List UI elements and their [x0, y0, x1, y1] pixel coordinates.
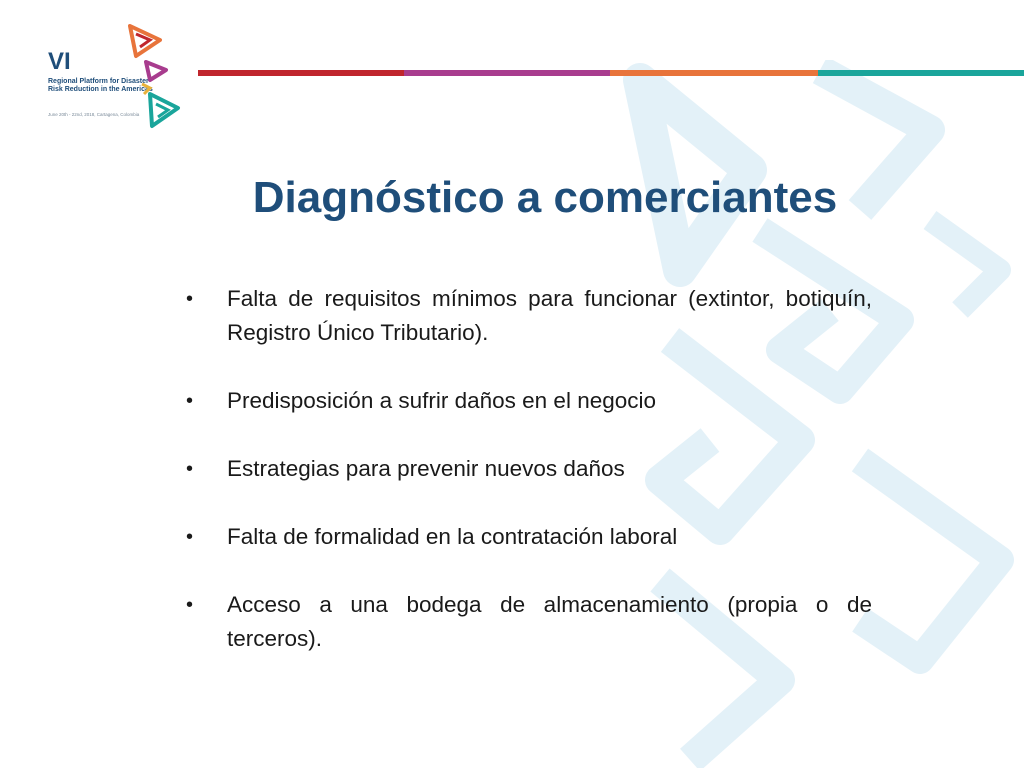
- bullet-item: [186, 588, 872, 656]
- logo-dates: June 20th - 22nd, 2018, Cartagena, Colombia: [48, 112, 140, 117]
- bullet-item: [186, 282, 872, 350]
- header-stripe-orange: [610, 70, 818, 76]
- bullet-icon: •: [186, 390, 194, 412]
- spiral-triangle-logo-icon: [120, 22, 194, 130]
- header-stripe-red: [198, 70, 404, 76]
- logo-numeral: VI: [48, 48, 71, 75]
- slide-title: Diagnóstico a comerciantes: [252, 173, 838, 222]
- bullet-icon: •: [186, 458, 194, 480]
- bullet-text: Falta de formalidad en la contratación laboral: [227, 524, 678, 549]
- bullet-list: [186, 282, 872, 690]
- logo-name: Regional Platform for Disaster Risk Reduction in the Americas: [48, 78, 153, 93]
- bullet-icon: •: [186, 526, 194, 548]
- header-stripe-teal: [818, 70, 1024, 76]
- bullet-text: Predisposición a sufrir daños en el negocio: [227, 388, 657, 413]
- bullet-item: [186, 384, 872, 418]
- header-stripe-magenta: [404, 70, 610, 76]
- conference-logo: [44, 22, 194, 130]
- bullet-icon: •: [186, 594, 194, 616]
- bullet-text: Acceso a una bodega de almacenamiento (propia o de terceros).: [227, 592, 872, 651]
- bullet-item: [186, 452, 872, 486]
- bullet-text: Estrategias para prevenir nuevos daños: [227, 456, 625, 481]
- bullet-icon: •: [186, 288, 194, 310]
- bullet-item: [186, 520, 872, 554]
- bullet-text: Falta de requisitos mínimos para funcionar (extintor, botiquín, Registro Único Tributario).: [227, 286, 872, 345]
